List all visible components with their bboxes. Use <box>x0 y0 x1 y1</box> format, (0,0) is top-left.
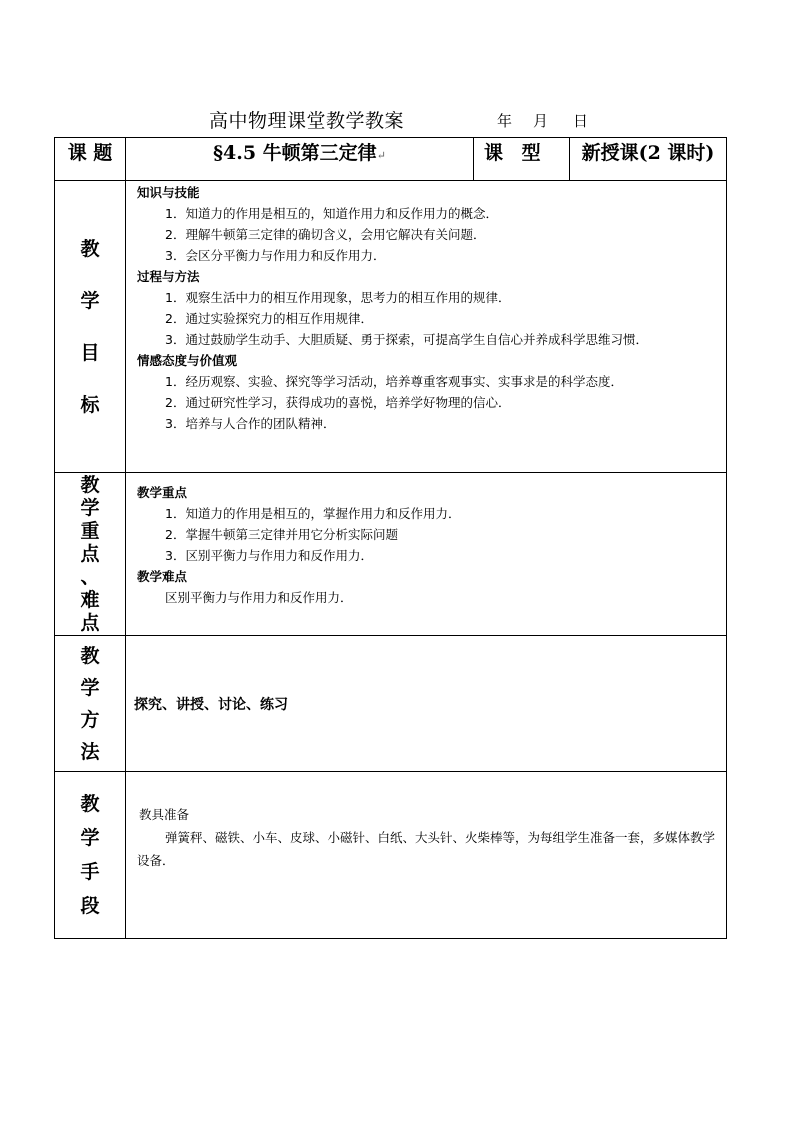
topic-label: 课 题 <box>55 138 126 181</box>
date-year-label: 年 <box>497 112 513 130</box>
page-title: 高中物理课堂教学教案 <box>209 110 405 132</box>
key-points-row <box>55 473 727 636</box>
methods-label: 教 学 方 法 <box>55 636 126 772</box>
list-item: 3．区别平衡力与作用力和反作用力． <box>165 548 373 563</box>
means-content <box>126 772 727 939</box>
section-heading: 情感态度与价值观 <box>137 353 238 368</box>
key-points-label: 教 学 重 点 、 难 点 <box>55 473 126 636</box>
methods-content: 探究、讲授、讨论、练习 <box>126 636 727 772</box>
objectives-content <box>126 181 727 473</box>
list-item: 3．通过鼓励学生动手、大胆质疑、勇于探索，可提高学生自信心并养成科学思维习惯． <box>165 332 648 347</box>
methods-row <box>55 636 727 772</box>
difficult-text: 区别平衡力与作用力和反作用力． <box>165 590 353 605</box>
list-item: 1．知道力的作用是相互的，掌握作用力和反作用力． <box>165 506 461 521</box>
date-month-label: 月 <box>533 112 549 130</box>
paragraph-return-mark: ↵ <box>376 149 386 162</box>
list-item: 1．观察生活中力的相互作用现象，思考力的相互作用的规律． <box>165 290 511 305</box>
list-item: 3．培养与人合作的团队精神． <box>165 416 336 431</box>
list-item: 2．通过实验探究力的相互作用规律． <box>165 311 373 326</box>
list-item: 2．掌握牛顿第三定律并用它分析实际问题 <box>165 527 398 542</box>
section-heading: 教学重点 <box>137 485 188 500</box>
means-label: 教 学 手 段 <box>55 772 126 939</box>
section-heading: 教具准备 <box>139 807 190 822</box>
type-value: 新授课(2 课时) <box>570 138 727 181</box>
section-heading: 知识与技能 <box>137 185 200 200</box>
date-day-label: 日 <box>573 112 589 130</box>
list-item: 1．知道力的作用是相互的，知道作用力和反作用力的概念． <box>165 206 498 221</box>
topic-value-cell <box>126 138 474 181</box>
topic-row <box>55 138 727 181</box>
section-heading: 过程与方法 <box>137 269 200 284</box>
means-text: 弹簧秤、磁铁、小车、皮球、小磁针、白纸、大头针、火柴棒等，为每组学生准备一套，多媒体教学设备． <box>137 830 716 868</box>
list-item: 3．会区分平衡力与作用力和反作用力． <box>165 248 386 263</box>
lesson-plan-table <box>54 137 727 939</box>
topic-value: §4.5 牛顿第三定律 <box>213 142 377 164</box>
type-label: 课 型 <box>474 138 570 181</box>
section-heading: 教学难点 <box>137 569 188 584</box>
list-item: 2．理解牛顿第三定律的确切含义，会用它解决有关问题． <box>165 227 486 242</box>
means-row <box>55 772 727 939</box>
list-item: 2．通过研究性学习，获得成功的喜悦，培养学好物理的信心． <box>165 395 511 410</box>
objectives-label: 教 学 目 标 <box>55 181 126 473</box>
objectives-row <box>55 181 727 473</box>
key-points-content <box>126 473 727 636</box>
list-item: 1．经历观察、实验、探究等学习活动，培养尊重客观事实、实事求是的科学态度． <box>165 374 623 389</box>
